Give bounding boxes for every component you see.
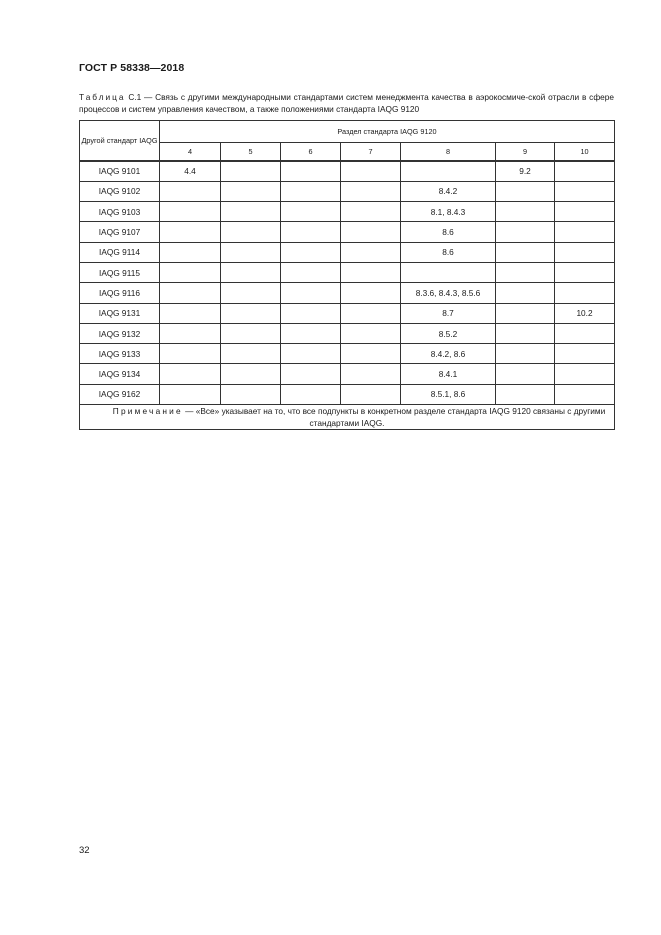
table-cell [160,262,221,282]
table-cell [160,323,221,343]
table-cell [341,161,401,181]
table-cell [281,242,341,262]
table-cell [341,323,401,343]
table-row [80,222,615,242]
table-cell [221,181,281,201]
table-row [80,344,615,364]
caption-label: Таблица [79,92,126,102]
table-cell [341,364,401,384]
standards-table [79,120,615,430]
table-cell [221,262,281,282]
table-cell [221,303,281,323]
note-text: — «Все» указывает на то, что все подпункты в конкретном разделе стандарта IAQG 9120 связаны с другими стандартами IAQG. [182,406,606,429]
table-row [80,364,615,384]
row-standard: IAQG 9103 [80,202,160,222]
table-cell [401,161,496,181]
table-cell [160,364,221,384]
table-cell [281,344,341,364]
document-header: ГОСТ Р 58338—2018 [79,62,185,74]
table-row [80,283,615,303]
table-cell [496,323,555,343]
table-row [80,161,615,181]
table-cell [160,303,221,323]
table-cell [555,242,615,262]
table-cell [401,262,496,282]
page-number: 32 [79,845,90,856]
row-standard: IAQG 9102 [80,181,160,201]
table-cell [496,181,555,201]
column-header: 4 [160,143,221,162]
table-cell [281,181,341,201]
table-cell [496,283,555,303]
table-cell [496,384,555,404]
table-row [80,202,615,222]
table-cell [221,323,281,343]
table-cell [221,222,281,242]
table-row [80,303,615,323]
table-row [80,181,615,201]
stub-header: Другой стандарт IAQG [80,121,160,162]
row-standard: IAQG 9107 [80,222,160,242]
table-cell [496,222,555,242]
section-header: Раздел стандарта IAQG 9120 [160,121,615,143]
table-cell [555,181,615,201]
table-cell [221,202,281,222]
column-header: 9 [496,143,555,162]
table-cell [341,222,401,242]
table-cell [555,161,615,181]
table-cell: 8.7 [401,303,496,323]
table-cell: 8.3.6, 8.4.3, 8.5.6 [401,283,496,303]
row-standard: IAQG 9133 [80,344,160,364]
table-cell [221,283,281,303]
table-cell [221,161,281,181]
row-standard: IAQG 9162 [80,384,160,404]
table-cell [555,364,615,384]
table-cell [341,303,401,323]
column-header: 6 [281,143,341,162]
table-cell: 8.4.2 [401,181,496,201]
table-cell [555,344,615,364]
table-cell [281,222,341,242]
table-cell [341,283,401,303]
table-cell [160,222,221,242]
table-cell [496,303,555,323]
table-cell [555,384,615,404]
table-cell: 8.1, 8.4.3 [401,202,496,222]
table-cell [160,344,221,364]
table-cell [555,283,615,303]
table-cell: 9.2 [496,161,555,181]
table-cell [496,202,555,222]
table-cell: 8.4.1 [401,364,496,384]
column-header: 8 [401,143,496,162]
column-header: 5 [221,143,281,162]
row-standard: IAQG 9101 [80,161,160,181]
table-cell [341,262,401,282]
row-standard: IAQG 9131 [80,303,160,323]
table-cell: 4.4 [160,161,221,181]
table-cell [555,202,615,222]
table-cell [496,242,555,262]
table-cell [160,202,221,222]
table-row [80,262,615,282]
table-cell [341,202,401,222]
row-standard: IAQG 9116 [80,283,160,303]
table-cell [341,384,401,404]
table-cell [496,262,555,282]
table-cell [160,283,221,303]
table-cell: 10.2 [555,303,615,323]
table-cell [160,181,221,201]
table-cell: 8.6 [401,242,496,262]
table-cell [555,262,615,282]
table-row [80,384,615,404]
table-cell [281,262,341,282]
row-standard: IAQG 9115 [80,262,160,282]
table-cell [341,181,401,201]
caption-text: С.1 — Связь с другими международными стандартами систем менеджмента качества в аэрокосмиче-ской отрасли в сфере процессов и систем управления качеством, а также положениями стандарта IAQG 9120 [79,92,614,114]
column-header: 7 [341,143,401,162]
table-cell [496,344,555,364]
table-cell [496,364,555,384]
table-caption [79,91,614,115]
table-cell [221,384,281,404]
note-label: Примечание [112,406,183,417]
table-cell [221,344,281,364]
table-cell [281,384,341,404]
table-cell [281,283,341,303]
table-cell [555,222,615,242]
table-cell: 8.4.2, 8.6 [401,344,496,364]
table-cell [281,202,341,222]
table-cell [221,242,281,262]
table-cell [341,344,401,364]
column-header: 10 [555,143,615,162]
table-cell [160,242,221,262]
table-cell [160,384,221,404]
table-cell [281,364,341,384]
table-cell [221,364,281,384]
table-note [80,405,615,430]
table-cell [281,303,341,323]
row-standard: IAQG 9114 [80,242,160,262]
table-cell [341,242,401,262]
row-standard: IAQG 9132 [80,323,160,343]
table-cell [281,161,341,181]
table-row [80,242,615,262]
table-cell [555,323,615,343]
table-cell: 8.6 [401,222,496,242]
row-standard: IAQG 9134 [80,364,160,384]
table-row [80,323,615,343]
table-cell: 8.5.1, 8.6 [401,384,496,404]
table-cell: 8.5.2 [401,323,496,343]
table-cell [281,323,341,343]
